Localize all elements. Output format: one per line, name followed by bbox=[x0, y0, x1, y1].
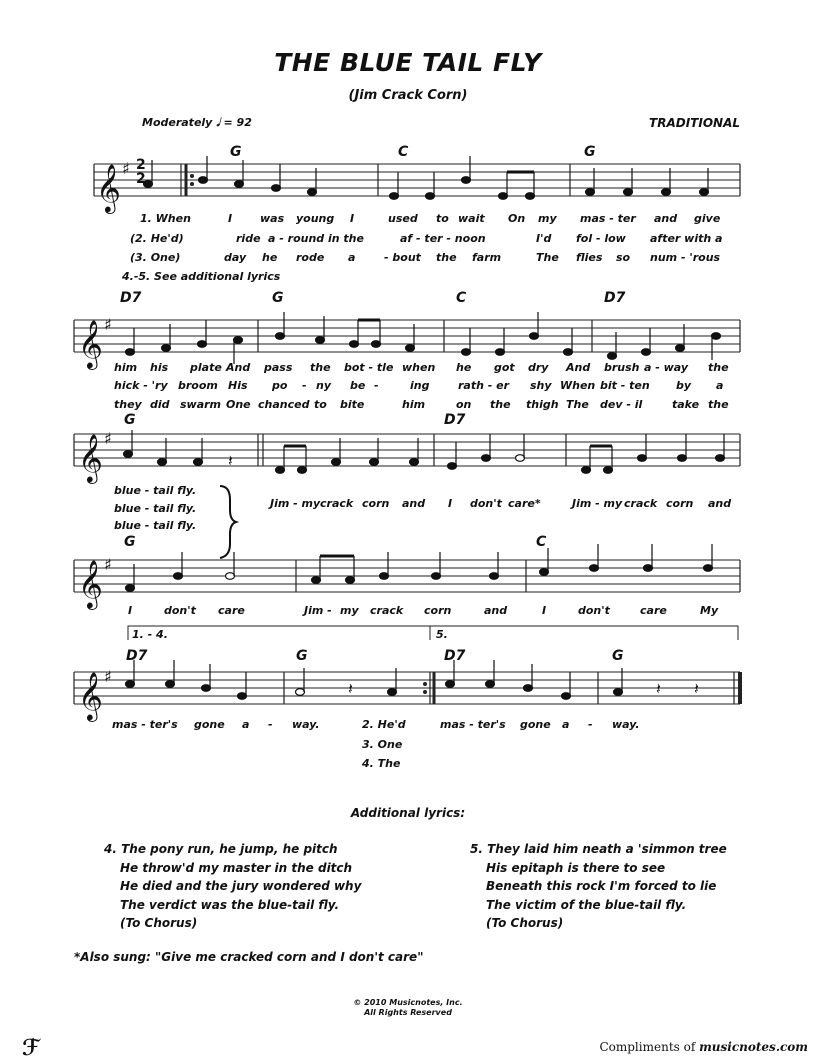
lyric: give bbox=[694, 212, 721, 225]
lyric: he bbox=[456, 361, 472, 374]
musicnotes-logo-icon: ℱ bbox=[22, 1036, 40, 1061]
tempo-text: Moderately bbox=[142, 116, 213, 129]
lyric: ny bbox=[316, 379, 332, 392]
lyric: (3. One) bbox=[130, 251, 181, 264]
lyric: I bbox=[228, 212, 233, 225]
lyric: did bbox=[150, 398, 170, 411]
lyric: after with a bbox=[650, 232, 723, 245]
lyric: bite bbox=[340, 398, 365, 411]
song-title: THE BLUE TAIL FLY bbox=[274, 48, 542, 77]
lyric: he bbox=[262, 251, 278, 264]
additional-lyrics-heading: Additional lyrics: bbox=[350, 806, 466, 820]
lyric: 2. He'd bbox=[362, 718, 406, 731]
second-ending-label: 5. bbox=[436, 628, 448, 641]
chord-symbol: G bbox=[272, 290, 284, 306]
lyric: - bbox=[374, 379, 379, 392]
chord-symbol: D7 bbox=[444, 412, 466, 428]
lyric: his bbox=[150, 361, 169, 374]
lyric: Jim - my bbox=[270, 497, 321, 510]
lyric: The bbox=[536, 251, 559, 264]
lyric: they bbox=[114, 398, 142, 411]
chord-symbol: C bbox=[398, 144, 409, 160]
lyric: a bbox=[348, 251, 356, 264]
lyric: af - ter - noon bbox=[400, 232, 486, 245]
chord-symbol: G bbox=[124, 412, 136, 428]
lyric: and bbox=[654, 212, 678, 225]
chord-symbol: G bbox=[584, 144, 596, 160]
lyric: way. bbox=[292, 718, 320, 731]
lyric: rode bbox=[296, 251, 325, 264]
lyric: brush bbox=[604, 361, 640, 374]
lyric: thigh bbox=[526, 398, 559, 411]
lyric: - bbox=[588, 718, 593, 731]
lyric: bit - ten bbox=[600, 379, 650, 392]
lyric: shy bbox=[530, 379, 552, 392]
lyric: the bbox=[490, 398, 511, 411]
lyric: I bbox=[128, 604, 133, 617]
svg-text:𝄽: 𝄽 bbox=[348, 679, 353, 698]
lyric: don't bbox=[470, 497, 502, 510]
lyric: (2. He'd) bbox=[130, 232, 184, 245]
lyric: my bbox=[538, 212, 557, 225]
verse-line: The verdict was the blue-tail fly. bbox=[120, 897, 340, 912]
tempo-value: = 92 bbox=[223, 116, 252, 129]
lyric: don't bbox=[164, 604, 196, 617]
verse-line: 5. They laid him neath a 'simmon tree bbox=[470, 842, 727, 856]
lyric: dev - il bbox=[600, 398, 643, 411]
svg-text:𝄞: 𝄞 bbox=[78, 433, 103, 482]
lyric: the bbox=[436, 251, 457, 264]
lyric: day bbox=[224, 251, 247, 264]
lyric: a bbox=[242, 718, 250, 731]
lyric: be bbox=[350, 379, 366, 392]
lyric: corn bbox=[424, 604, 452, 617]
lyric: And bbox=[566, 361, 591, 374]
chord-symbol: G bbox=[124, 534, 136, 550]
lyric: I bbox=[350, 212, 355, 225]
verse-line: 4. The pony run, he jump, he pitch bbox=[104, 842, 338, 856]
chord-symbol: G bbox=[230, 144, 242, 160]
lyric: crack bbox=[320, 497, 354, 510]
lyric: when bbox=[402, 361, 436, 374]
chord-symbol: C bbox=[456, 290, 467, 306]
lyric: ing bbox=[410, 379, 430, 392]
lyric: him bbox=[114, 361, 138, 374]
svg-text:𝄞: 𝄞 bbox=[78, 671, 103, 720]
lyric: - bbox=[268, 718, 273, 731]
lyric: swarm bbox=[180, 398, 222, 411]
lyric: to bbox=[314, 398, 327, 411]
lyric: and bbox=[708, 497, 732, 510]
verse-4 bbox=[104, 840, 361, 933]
lyric: num - 'rous bbox=[650, 251, 721, 264]
lyric: blue - tail fly. bbox=[114, 502, 197, 515]
lyric: Jim - my bbox=[572, 497, 623, 510]
lyric: gone bbox=[520, 718, 551, 731]
verse-line: The victim of the blue-tail fly. bbox=[486, 897, 687, 912]
lyric: used bbox=[388, 212, 418, 225]
lyric: the bbox=[310, 361, 331, 374]
verse-line: He died and the jury wondered why bbox=[120, 879, 362, 893]
lyric: gone bbox=[194, 718, 225, 731]
chord-symbol: G bbox=[612, 648, 624, 664]
compliments-footer bbox=[599, 1040, 808, 1054]
lyric: fol - low bbox=[576, 232, 626, 245]
lyric: 4. The bbox=[362, 757, 401, 770]
lyric: blue - tail fly. bbox=[114, 519, 197, 532]
lyric: way. bbox=[612, 718, 640, 731]
lyric: him bbox=[402, 398, 426, 411]
lyric: flies bbox=[576, 251, 603, 264]
svg-text:♯: ♯ bbox=[122, 159, 130, 178]
lyric: 3. One bbox=[362, 738, 403, 751]
half-note-icon: 𝅗𝅥 bbox=[216, 116, 220, 129]
svg-text:𝄽: 𝄽 bbox=[228, 451, 233, 470]
chord-symbol: D7 bbox=[604, 290, 626, 306]
lyric: wait bbox=[458, 212, 485, 225]
song-subtitle: (Jim Crack Corn) bbox=[348, 88, 468, 103]
lyric: the bbox=[708, 398, 729, 411]
lyric: blue - tail fly. bbox=[114, 484, 197, 497]
lyric: hick - 'ry bbox=[114, 379, 168, 392]
lyric: broom bbox=[178, 379, 218, 392]
composer: TRADITIONAL bbox=[649, 116, 740, 130]
svg-text:𝄞: 𝄞 bbox=[78, 559, 103, 608]
lyric: My bbox=[700, 604, 719, 617]
svg-text:♯: ♯ bbox=[104, 315, 112, 334]
compliments-text: Compliments of bbox=[599, 1040, 696, 1054]
lyric: dry bbox=[528, 361, 549, 374]
lyric: His bbox=[228, 379, 248, 392]
lyric: mas - ter bbox=[580, 212, 636, 225]
staff-1 bbox=[94, 164, 740, 196]
lyric: got bbox=[494, 361, 515, 374]
lyric: I bbox=[542, 604, 547, 617]
time-signature-bottom: 2 bbox=[136, 171, 146, 187]
lyric: to bbox=[436, 212, 449, 225]
lyric: Jim - bbox=[304, 604, 332, 617]
chord-symbol: D7 bbox=[126, 648, 148, 664]
footnote: *Also sung: "Give me cracked corn and I don't care" bbox=[74, 950, 424, 964]
lyric: One bbox=[226, 398, 251, 411]
lyric: mas - ter's bbox=[112, 718, 178, 731]
copyright-line: © 2010 Musicnotes, Inc. bbox=[353, 998, 463, 1007]
lyric: the bbox=[708, 361, 729, 374]
lyric: crack bbox=[370, 604, 404, 617]
copyright-line: All Rights Reserved bbox=[364, 1008, 452, 1017]
lyric: The bbox=[566, 398, 589, 411]
copyright bbox=[0, 998, 816, 1018]
lyric: plate bbox=[190, 361, 222, 374]
lyric: and bbox=[484, 604, 508, 617]
lyric: my bbox=[340, 604, 359, 617]
lyric: po bbox=[272, 379, 288, 392]
first-ending-label: 1. - 4. bbox=[132, 628, 168, 641]
lyric: a - way bbox=[644, 361, 689, 374]
lyric: I'd bbox=[536, 232, 552, 245]
svg-text:♯: ♯ bbox=[104, 555, 112, 574]
verse-line: His epitaph is there to see bbox=[486, 860, 666, 875]
lyric: pass bbox=[264, 361, 293, 374]
svg-text:𝄞: 𝄞 bbox=[96, 163, 121, 212]
chord-symbol: D7 bbox=[120, 290, 142, 306]
lyric: a - round in the bbox=[268, 232, 364, 245]
lyric: don't bbox=[578, 604, 610, 617]
svg-text:𝄽: 𝄽 bbox=[656, 679, 661, 698]
lyric: When bbox=[560, 379, 596, 392]
lyric: on bbox=[456, 398, 472, 411]
verse-line: He throw'd my master in the ditch bbox=[120, 860, 353, 875]
lyric: 1. When bbox=[140, 212, 191, 225]
lyric: a bbox=[716, 379, 724, 392]
lyric: care bbox=[640, 604, 667, 617]
time-signature bbox=[136, 158, 146, 186]
lyric: corn bbox=[666, 497, 694, 510]
lyric: care* bbox=[508, 497, 541, 510]
chord-symbol: G bbox=[296, 648, 308, 664]
chord-symbol: C bbox=[536, 534, 547, 550]
time-signature-top: 2 bbox=[136, 157, 146, 173]
lyric-note: 4.-5. See additional lyrics bbox=[122, 270, 281, 283]
lyric: and bbox=[402, 497, 426, 510]
lyric: ride bbox=[236, 232, 261, 245]
lyric: so bbox=[616, 251, 631, 264]
lyric: by bbox=[676, 379, 692, 392]
lyric: bot - tle bbox=[344, 361, 394, 374]
lyric: - bout bbox=[384, 251, 421, 264]
lyric: I bbox=[448, 497, 453, 510]
svg-text:𝄽: 𝄽 bbox=[694, 679, 699, 698]
verse-line: (To Chorus) bbox=[120, 916, 198, 930]
svg-text:♯: ♯ bbox=[104, 429, 112, 448]
lyric: On bbox=[508, 212, 526, 225]
chord-symbol: D7 bbox=[444, 648, 466, 664]
lyric: was bbox=[260, 212, 285, 225]
verse-5 bbox=[470, 840, 727, 933]
site-link[interactable]: musicnotes.com bbox=[699, 1040, 808, 1054]
lyric: mas - ter's bbox=[440, 718, 506, 731]
lyric: - bbox=[302, 379, 307, 392]
lyric: crack bbox=[624, 497, 658, 510]
lyric: chanced bbox=[258, 398, 310, 411]
lyric: care bbox=[218, 604, 245, 617]
lyric: rath - er bbox=[458, 379, 510, 392]
svg-text:𝄞: 𝄞 bbox=[78, 319, 103, 368]
verse-line: (To Chorus) bbox=[486, 916, 564, 930]
verse-line: Beneath this rock I'm forced to lie bbox=[486, 879, 717, 893]
lyric: a bbox=[562, 718, 570, 731]
volta-brackets bbox=[128, 626, 738, 640]
lyric: And bbox=[226, 361, 251, 374]
lyric: take bbox=[672, 398, 700, 411]
lyric: farm bbox=[472, 251, 502, 264]
svg-text:♯: ♯ bbox=[104, 667, 112, 686]
lyric: corn bbox=[362, 497, 390, 510]
lyric: young bbox=[296, 212, 335, 225]
